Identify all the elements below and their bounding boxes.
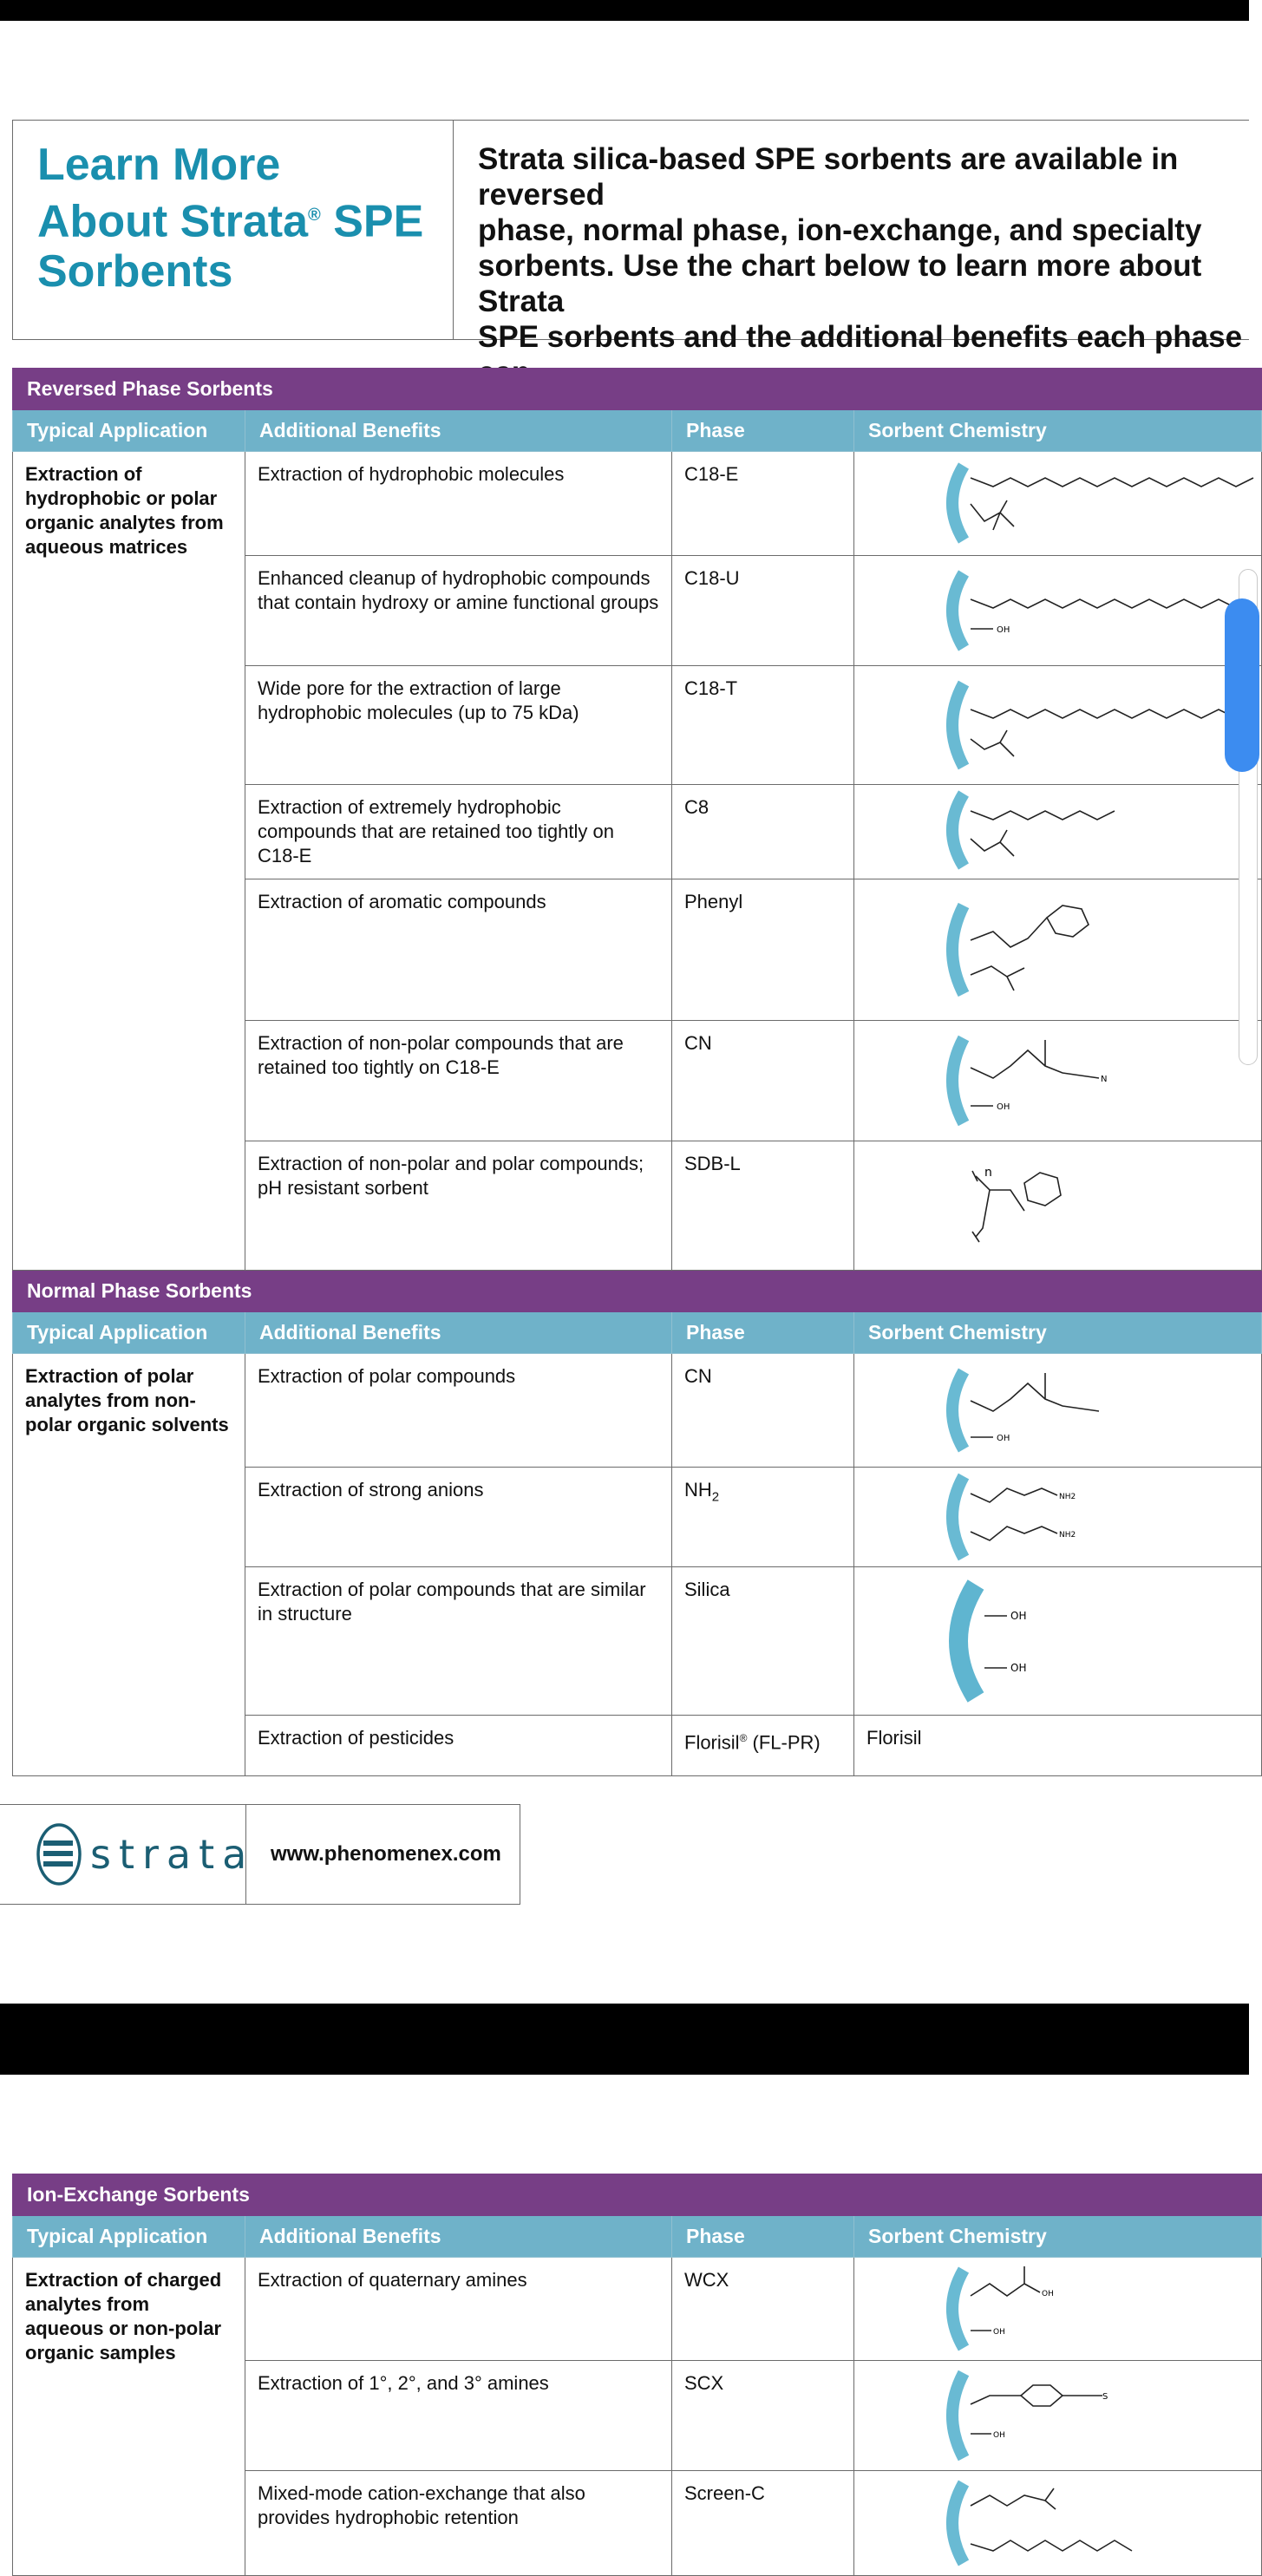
svg-text:OH: OH xyxy=(1010,1662,1027,1674)
phase: C18-T xyxy=(672,666,854,785)
strata-logo-icon xyxy=(35,1821,83,1887)
footer-strip xyxy=(0,1804,520,1905)
cn-structure xyxy=(854,1021,1262,1141)
footer-url[interactable]: www.phenomenex.com xyxy=(271,1842,501,1866)
phase: $NH_2$ xyxy=(672,1468,854,1567)
section-title: Ion-Exchange Sorbents xyxy=(13,2174,1262,2216)
sdb-structure xyxy=(854,1141,1262,1271)
phase: CN xyxy=(672,1021,854,1141)
table-row xyxy=(13,1354,1262,1468)
col-additional-benefits: Additional Benefits xyxy=(245,2216,672,2258)
svg-text:NH2: NH2 xyxy=(1059,1531,1076,1540)
col-typical-application: Typical Application xyxy=(13,410,245,452)
svg-text:NH2: NH2 xyxy=(1059,1493,1076,1501)
col-additional-benefits: Additional Benefits xyxy=(245,410,672,452)
phenyl-structure xyxy=(854,879,1262,1021)
phase: C8 xyxy=(672,785,854,879)
reversed-phase-table xyxy=(12,368,1262,1776)
scx-structure xyxy=(854,2361,1262,2471)
c18e-structure xyxy=(854,452,1262,556)
cn-structure xyxy=(854,1354,1262,1468)
strata-logo xyxy=(0,1805,255,1904)
svg-text:OH: OH xyxy=(1042,2290,1054,2298)
page-break-bar xyxy=(0,2004,1249,2075)
col-sorbent-chemistry: Sorbent Chemistry xyxy=(854,410,1262,452)
svg-text:OH: OH xyxy=(997,625,1010,635)
chem-florisil: Florisil xyxy=(854,1716,1262,1776)
benefit: Extraction of aromatic compounds xyxy=(245,879,672,1021)
benefit: Extraction of quaternary amines xyxy=(245,2258,672,2361)
svg-text:OH: OH xyxy=(1010,1610,1027,1622)
benefit: Extraction of extremely hydrophobic compounds that are retained too tightly on C18-E xyxy=(245,785,672,879)
intro-title: Learn More About Strata® SPE Sorbents xyxy=(37,140,424,297)
benefit: Extraction of polar compounds xyxy=(245,1354,672,1468)
col-typical-application: Typical Application xyxy=(13,2216,245,2258)
c18u-structure xyxy=(854,556,1262,666)
svg-text:OH: OH xyxy=(997,1102,1010,1112)
benefit: Extraction of non-polar and polar compounds; pH resistant sorbent xyxy=(245,1141,672,1271)
benefit: Enhanced cleanup of hydrophobic compounds that contain hydroxy or amine functional groups xyxy=(245,556,672,666)
svg-text:n: n xyxy=(984,1166,992,1180)
intro-body: Strata silica-based SPE sorbents are available in reversed phase, normal phase, ion-exchange, and specialty sorbents. Use the chart below to learn more about Strata SPE sorbents and the additional benefits each phase xyxy=(478,142,1243,354)
col-phase: Phase xyxy=(672,1312,854,1354)
col-sorbent-chemistry: Sorbent Chemistry xyxy=(854,2216,1262,2258)
top-black-bar xyxy=(0,0,1249,21)
phase: Phenyl xyxy=(672,879,854,1021)
phase: Florisil® (FL-PR) xyxy=(672,1716,854,1776)
intro-title-cell xyxy=(13,121,454,339)
typical-application: Extraction of charged analytes from aqueous or non-polar organic samples xyxy=(13,2258,245,2576)
section-title: Reversed Phase Sorbents xyxy=(13,369,1262,410)
benefit: Extraction of 1°, 2°, and 3° amines xyxy=(245,2361,672,2471)
screenc-structure xyxy=(854,2471,1262,2576)
wcx-structure xyxy=(854,2258,1262,2361)
c18t-structure xyxy=(854,666,1262,785)
table-row xyxy=(13,2258,1262,2361)
benefit: Mixed-mode cation-exchange that also provides hydrophobic retention xyxy=(245,2471,672,2576)
intro-box xyxy=(12,120,1249,354)
col-phase: Phase xyxy=(672,410,854,452)
benefit: Wide pore for the extraction of large hydrophobic molecules (up to 75 kDa) xyxy=(245,666,672,785)
section-title: Normal Phase Sorbents xyxy=(13,1271,1262,1312)
ion-exchange-table xyxy=(12,2174,1262,2576)
phase: Screen-C xyxy=(672,2471,854,2576)
logo-wordmark: strata xyxy=(90,1831,255,1878)
phase: Silica xyxy=(672,1567,854,1716)
phase: C18-E xyxy=(672,452,854,556)
svg-text:OH: OH xyxy=(993,2328,1005,2337)
table-row xyxy=(13,452,1262,556)
benefit: Extraction of hydrophobic molecules xyxy=(245,452,672,556)
phase: CN xyxy=(672,1354,854,1468)
svg-text:OH: OH xyxy=(993,2431,1005,2440)
benefit: Extraction of pesticides xyxy=(245,1716,672,1776)
scroll-handle[interactable] xyxy=(1225,598,1259,772)
col-additional-benefits: Additional Benefits xyxy=(245,1312,672,1354)
benefit: Extraction of polar compounds that are similar in structure xyxy=(245,1567,672,1716)
phase: SCX xyxy=(672,2361,854,2471)
svg-text:N: N xyxy=(1101,1075,1108,1084)
col-sorbent-chemistry: Sorbent Chemistry xyxy=(854,1312,1262,1354)
col-typical-application: Typical Application xyxy=(13,1312,245,1354)
phase: C18-U xyxy=(672,556,854,666)
silica-structure xyxy=(854,1567,1262,1716)
benefit: Extraction of strong anions xyxy=(245,1468,672,1567)
svg-text:S: S xyxy=(1102,2392,1108,2402)
typical-application: Extraction of polar analytes from non-polar organic solvents xyxy=(13,1354,245,1776)
typical-application: Extraction of hydrophobic or polar organic analytes from aqueous matrices xyxy=(13,452,245,1271)
c8-structure xyxy=(854,785,1262,879)
nh2-structure xyxy=(854,1468,1262,1567)
phase: SDB-L xyxy=(672,1141,854,1271)
col-phase: Phase xyxy=(672,2216,854,2258)
phase: WCX xyxy=(672,2258,854,2361)
svg-text:OH: OH xyxy=(997,1434,1010,1443)
benefit: Extraction of non-polar compounds that are retained too tightly on C18-E xyxy=(245,1021,672,1141)
